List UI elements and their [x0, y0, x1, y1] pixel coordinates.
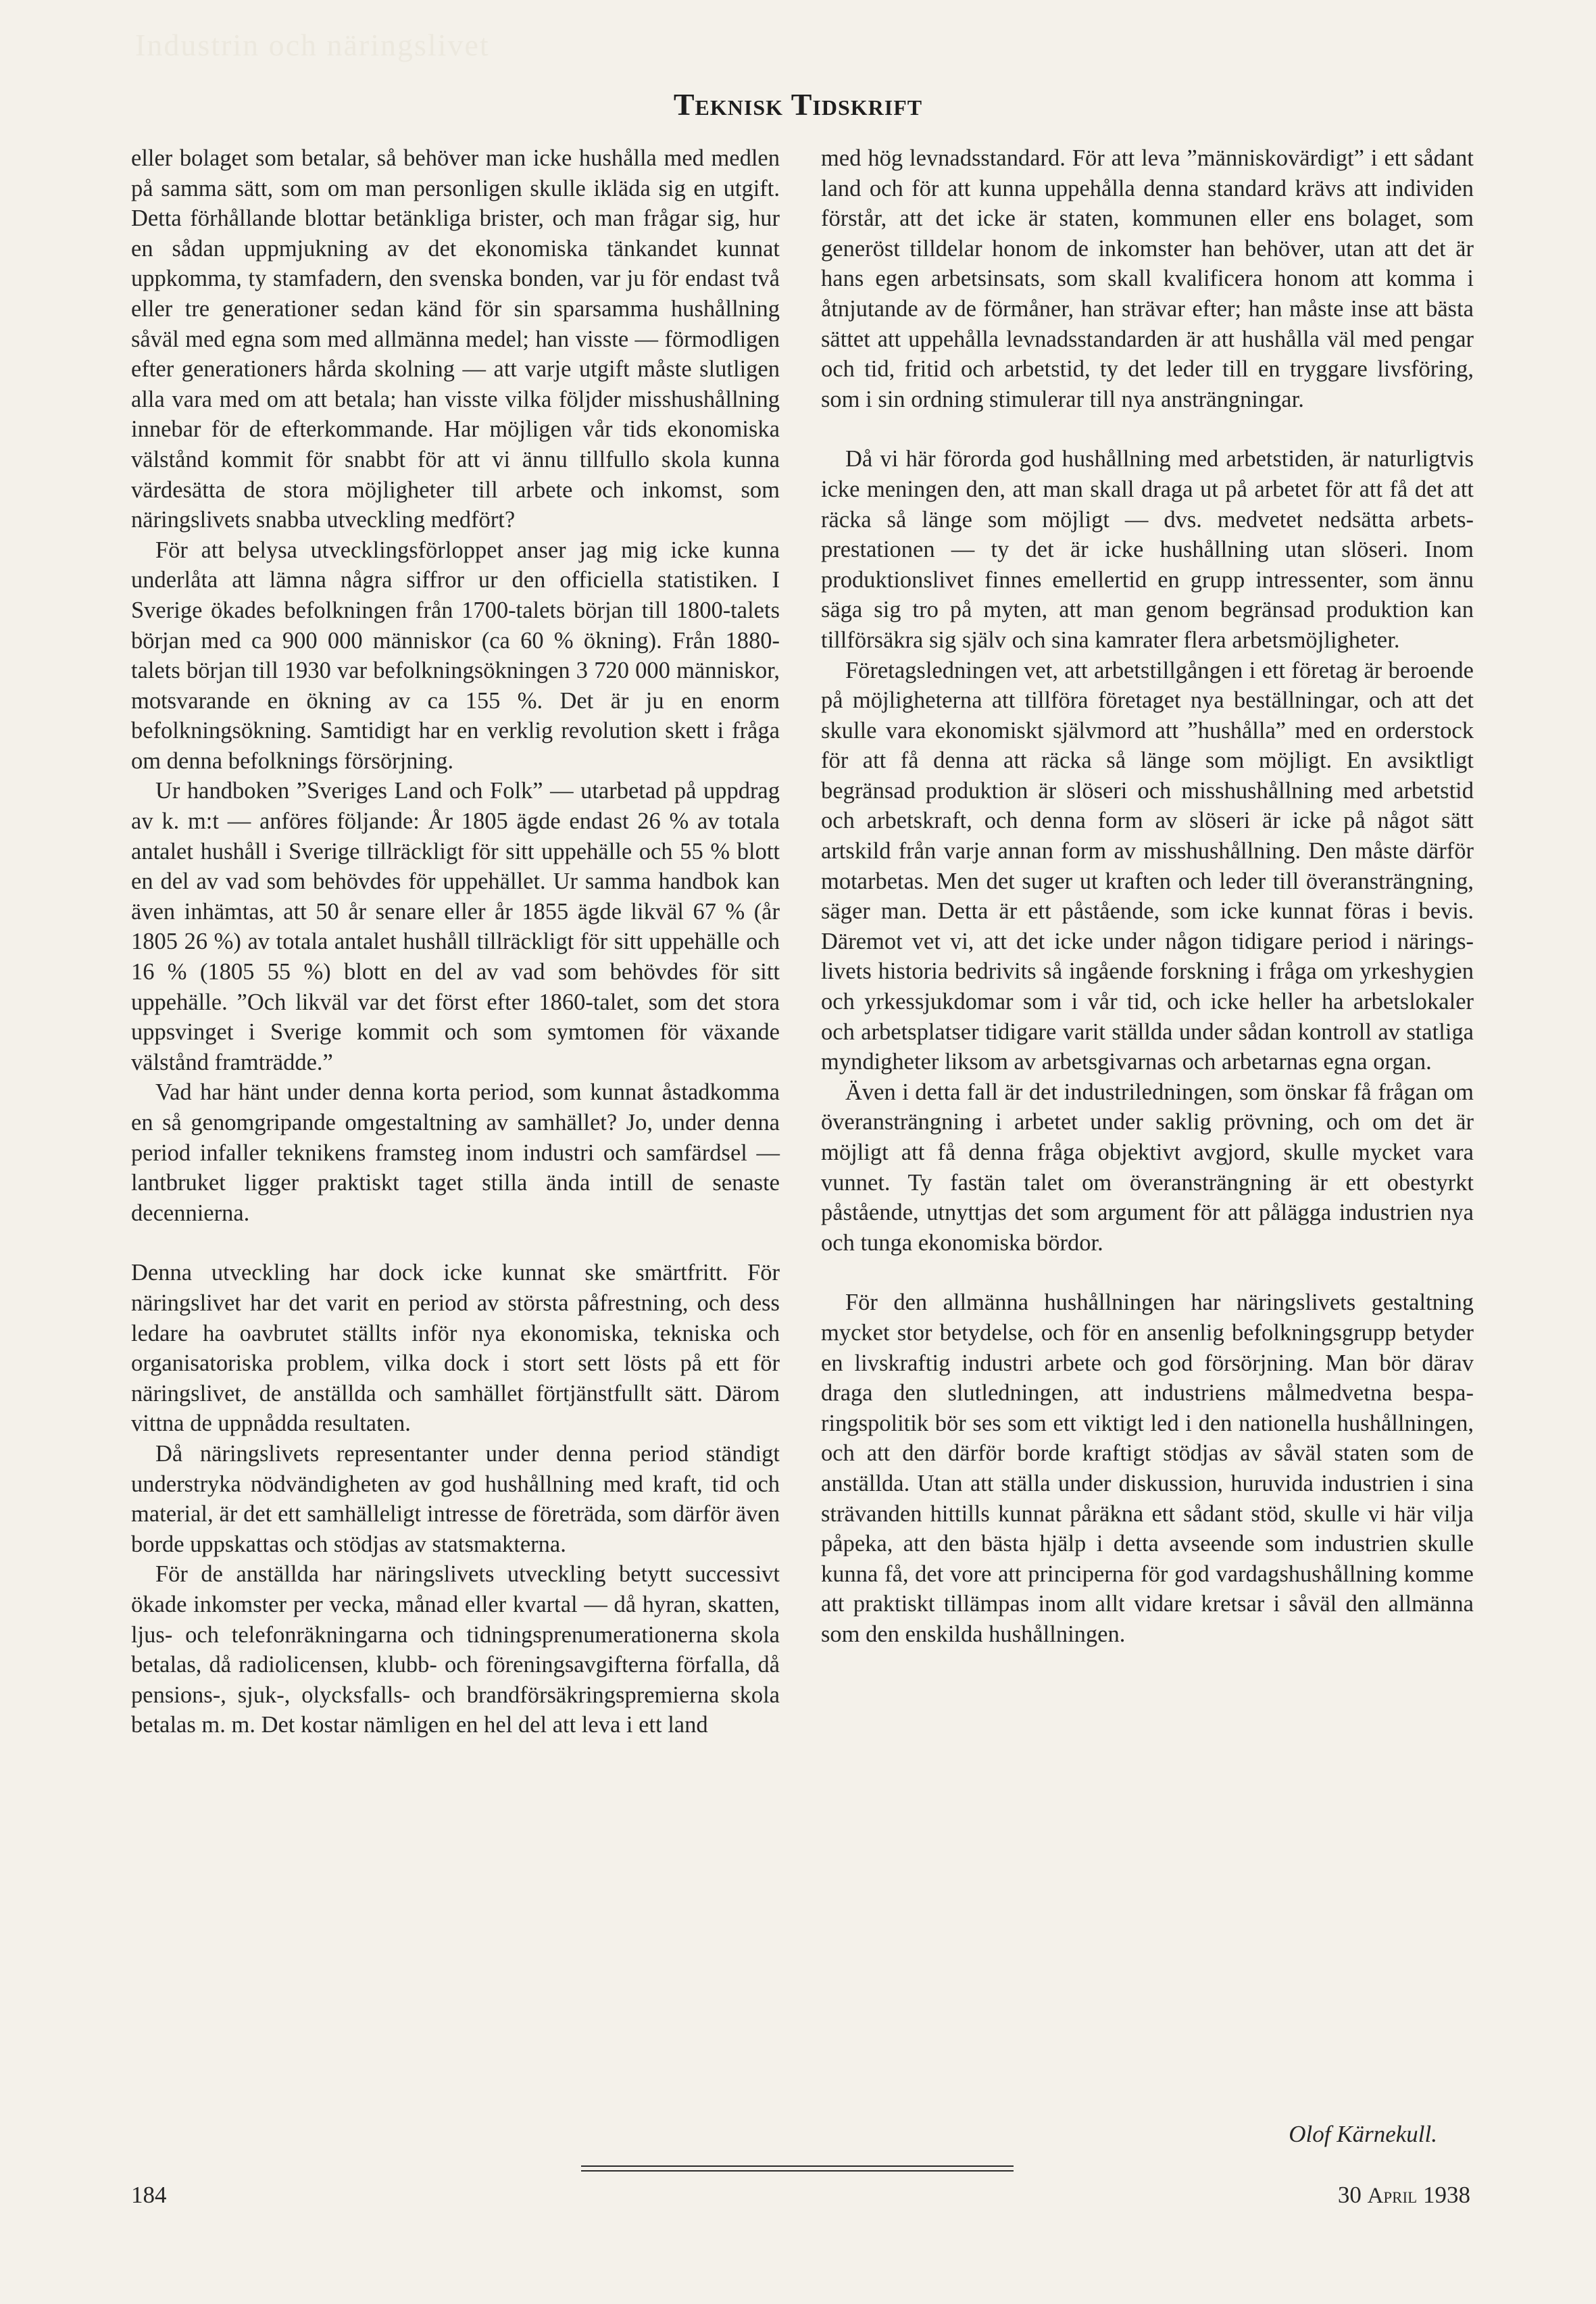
- paragraph: Då vi här förorda god hushållning med arbetstiden, är naturligtvis icke meningen den, att man skall draga ut på arbetet för att få det att räcka så länge som möjligt — dvs. medvetet nedsätta arbetsprestationen — ty det är icke hushållning utan slöseri. Inom produktionslivet finnes emellertid en grupp intressenter, som ännu säga sig tro på myten, att man genom begränsad produktion kan tillförsäkra sig själv och sina kamrater flera arbetsmöjligheter.: [821, 446, 1474, 653]
- journal-title: Teknisk Tidskrift: [673, 87, 923, 122]
- paragraph: Företagsledningen vet, att arbetstillgången i ett företag är beroende på möjligheterna att tillföra företaget nya beställningar, och att det skulle vara ekonomiskt självmord att ”hushålla” med en orderstock för att få denna att räcka så länge som möjligt. En avsiktligt begränsad produktion är slöseri och misshushållning med arbetstid och arbetskraft, och denna form av slöseri är icke på något sätt artskild från varje annan form av misshushållning. Den måste därför motarbetas. Men det suger ut kraften och leder till överansträngning, säger man. Detta är ett påstående, som icke kunnat föras i bevis. Däremot vet vi, att det icke under någon tidigare period i näringslivets historia bedrivits så ingående forskning i fråga om yrkeshygien och yrkessjukdomar som i vår tid, och icke heller ha arbetslokaler och arbetsplatser tidigare varit ställda under sådan kontroll av statliga myndigheter liksom av arbetsgivarnas och arbetarnas egna organ.: [821, 657, 1474, 1075]
- paragraph: Vad har hänt under denna korta period, som kunnat åstadkomma en så genomgripande omgestaltning av samhället? Jo, under denna period infaller teknikens framsteg inom industri och samfärdsel — lantbruket ligger praktiskt taget stilla ända intill de senaste decennierna.: [131, 1079, 780, 1226]
- paragraph: För den allmänna hushållningen har näringslivets gestaltning mycket stor betydelse, och för en ansenlig befolkningsgrupp betyder en livskraftig industri arbete och god försörjning. Man bör därav draga den slutledningen, att industriens målmedvetna besparingspolitik bör ses som ett viktigt led i den nationella hushållningen, och att den därför borde kraftigt stödjas av såväl staten som de anställda. Utan att ställa under diskussion, huruvida industrien i sina strävanden hittills kunnat påräkna ett sådant stöd, skulle vi här vilja påpeka, att den bästa hjälp i detta avseende som industrien skulle kunna få, det vore att principerna för god vardagshushållning komme att praktiskt tillämpas inom allt vidare kretsar i såväl den allmänna som den enskilda hushållningen.: [821, 1290, 1474, 1647]
- paragraph: Även i detta fall är det industriledningen, som önskar få frågan om överansträngning i arbetet under saklig prövning, och om det är möjligt att få denna fråga objektivt avgjord, skulle mycket vara vunnet. Ty fastän talet om överansträngning är ett obestyrkt påstående, utnyttjas det som argument för att pålägga industrien nya och tunga ekonomiska bördor.: [821, 1079, 1474, 1256]
- paragraph: För de anställda har näringslivets utveckling betytt successivt ökade inkomster per vecka, månad eller kvartal — då hyran, skatten, ljus- och telefonräkningarna och tidningsprenumerationerna skola betalas, då radiolicensen, klubb- och föreningsavgifterna förfalla, då pensions-, sjuk-, olycksfalls- och brandförsäkringspremierna skola betalas m. m. Det kostar nämligen en hel del att leva i ett land: [131, 1561, 780, 1738]
- footer-rule: [581, 2170, 1014, 2172]
- paragraph: Ur handboken ”Sveriges Land och Folk” — utarbetad på uppdrag av k. m:t — anföres följande: År 1805 ägde endast 26 % av totala antalet hushåll i Sverige tillräckligt för sitt uppehälle och 55 % blott en del av vad som behövdes för uppehället. Ur samma handbok kan även inhämtas, att 50 år senare eller år 1855 ägde likväl 67 % (år 1805 26 %) av totala antalet hushåll tillräckligt för sitt uppehälle och 16 % (1805 55 %) blott en del av vad som behövdes för sitt uppehälle. ”Och likväl var det först efter 1860-talet, som det stora uppsvinget i Sverige kommit och som symtomen för växande välstånd framträdde.”: [131, 778, 780, 1075]
- date-day: 30: [1337, 2182, 1362, 2208]
- page-number: 184: [131, 2182, 167, 2208]
- paragraph: Då näringslivets representanter under denna period ständigt understryka nödvändigheten av god hushållning med kraft, tid och material, är det ett samhälleligt intresse de företräda, som därför även borde uppskattas och stödjas av statsmakterna.: [131, 1440, 780, 1557]
- paragraph: Denna utveckling har dock icke kunnat ske smärtfritt. För näringslivet har det varit en period av största påfrestning, och dess ledare ha oavbrutet ställts inför nya ekonomiska, tekniska och organisatoriska problem, vilka dock i stort sett lösts på ett för näringslivet, de anställda och samhället förtjänstfullt sätt. Därom vittna de uppnådda resultaten.: [131, 1260, 780, 1437]
- author-signature: Olof Kärnekull.: [1289, 2121, 1437, 2147]
- issue-date: [1149, 2182, 1470, 2209]
- paragraph: För att belysa utvecklingsförloppet anser jag mig icke kunna underlåta att lämna några siffror ur den officiella statistiken. I Sverige ökades befolkningen från 1700-talets början till 1800-talets början med ca 900 000 människor (ca 60 % ökning). Från 1880-talets början till 1930 var befolkningsökningen 3 720 000 människor, motsvarande en ökning av ca 155 %. Det är ju en enorm befolkningsökning. Samtidigt har en verklig revolution skett i fråga om denna befolknings försörjning.: [131, 537, 780, 774]
- bleed-through-text: Industrin och näringslivet: [135, 28, 490, 62]
- right-column: [821, 143, 1474, 1650]
- left-column: [131, 143, 780, 1740]
- paragraph: eller bolaget som betalar, så behöver man icke hushålla med medlen på samma sätt, som om man personligen skulle ikläda sig en utgift. Detta förhållande blottar betänkliga brister, och man frågar sig, hur en sådan uppmjukning av det ekonomiska tänkandet kunnat uppkomma, ty stamfadern, den svenska bonden, var ju för endast två eller tre generationer sedan känd för sin sparsamma hushållning såväl med egna som med allmänna medel; han visste — förmodligen efter generationers hårda skolning — att varje utgift måste slutligen alla vara med om att betala; han visste vilka följder misshushållning innebar för de efterkommande. Har möjligen vår tids ekonomiska välstånd kommit för snabbt för att vi ännu tillfullo skola kunna värdesätta de stora möjligheter till arbete och inkomst, som näringslivets snabba utveckling medfört?: [131, 145, 780, 533]
- footer-rule: [581, 2165, 1014, 2167]
- date-year: 1938: [1423, 2182, 1470, 2208]
- date-month: April: [1367, 2184, 1418, 2208]
- paragraph: med hög levnadsstandard. För att leva ”människovärdigt” i ett sådant land och för att kunna uppehålla denna standard krävs att individen förstår, att det icke är staten, kommunen eller ens bolaget, som generöst tilldelar honom de inkomster han behöver, utan att det är hans egen arbetsinsats, som skall kvalificera honom att komma i åtnjutande av de förmåner, han strävar efter; han måste inse att bästa sättet att uppehålla levnadsstandarden är att hushålla väl med pengar och tid, fritid och arbetstid, ty det leder till en tryggare livsföring, som i sin ordning stimulerar till nya ansträngningar.: [821, 145, 1474, 412]
